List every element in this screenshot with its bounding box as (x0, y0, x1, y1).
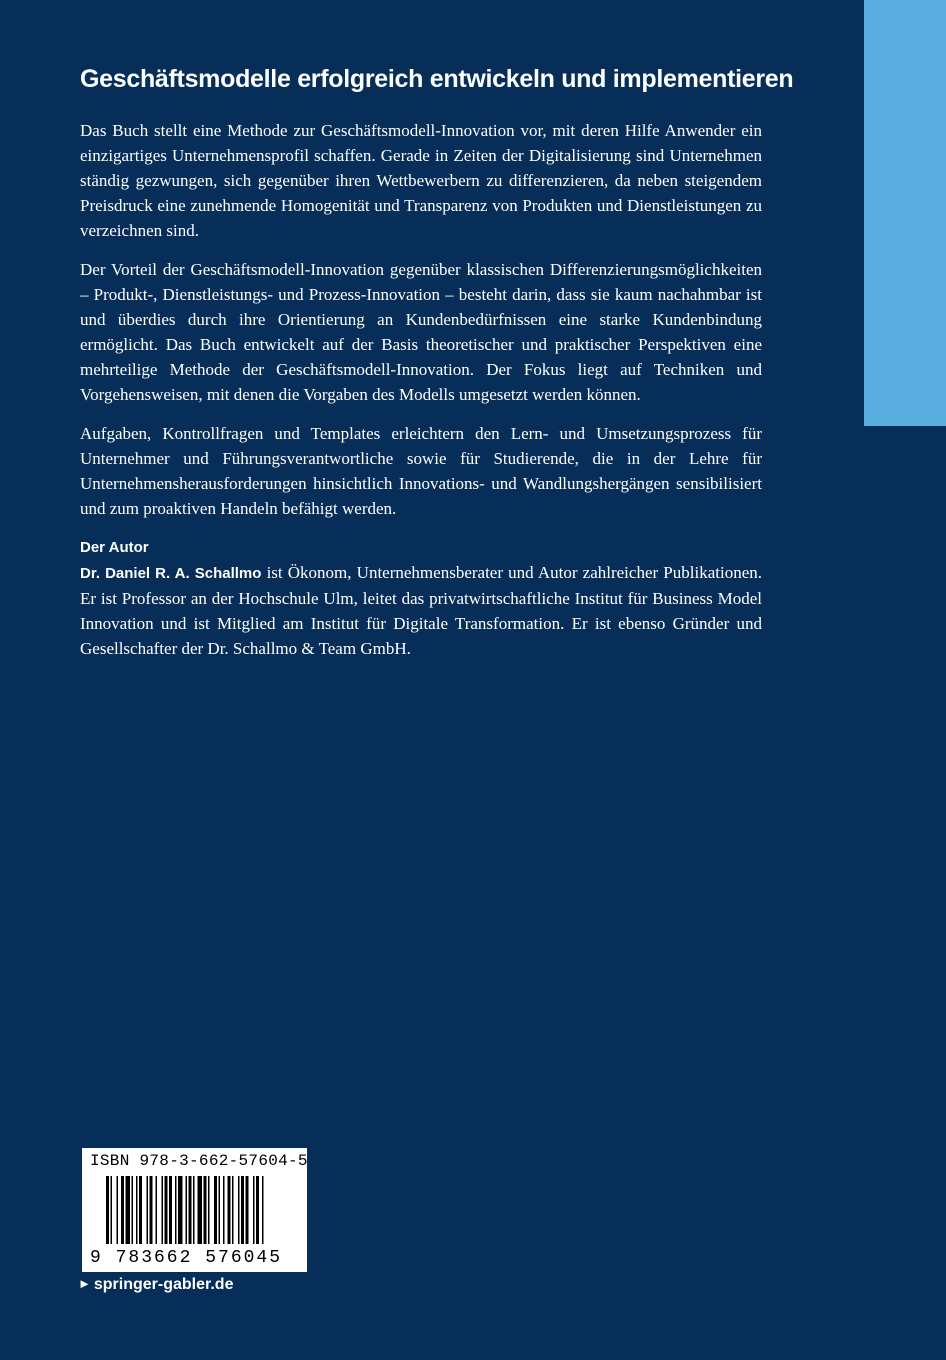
barcode-icon (82, 1174, 307, 1246)
author-bio (80, 560, 762, 661)
paragraph-advantage: Der Vorteil der Geschäftsmodell-Innovation gegenüber klassischen Differenzierungsmöglichkeiten – Produkt-, Dienstleistungs- und Prozess-Innovation – besteht darin, dass sie kaum nachahmbar ist und überdies durch ihre Orientierung an Kundenbedürfnissen eine starke Kundenbindung ermöglicht. Das Buch entwickelt auf der Basis theoretischer und praktischer Perspektiven eine mehrteilige Methode der Geschäftsmodell-Innovation. Der Fokus liegt auf Techniken und Vorgehensweisen, mit denen die Vorgaben des Modells umgesetzt werden können. (80, 260, 762, 404)
barcode-digits: 9 783662 576045 (90, 1248, 283, 1268)
isbn-label: ISBN 978-3-662-57604-5 (90, 1152, 308, 1170)
author-bio-text: ist Ökonom, Unternehmensberater und Autor zahlreicher Publikationen. Er ist Professor an der Hochschule Ulm, leitet das privatwirtschaftliche Institut für Business Model Innovation und ist Mitglied am Institut für Digitale Transformation. Er ist ebenso Gründer und Gesellschafter der Dr. Schallmo & Team GmbH. (80, 563, 762, 658)
website-text: springer-gabler.de (93, 1276, 234, 1293)
author-heading: Der Autor (80, 539, 149, 556)
back-cover-text (80, 58, 794, 661)
paragraph-intro: Das Buch stellt eine Methode zur Geschäftsmodell-Innovation vor, mit deren Hilfe Anwender ein einzigartiges Unternehmensprofil schaffen. Gerade in Zeiten der Digitalisierung sind Unternehmen ständig gezwungen, sich gegenüber ihren Wettbewerbern zu differenzieren, da neben steigendem Preisdruck eine zunehmende Homogenität und Transparenz von Produkten und Dienstleistungen zu verzeichnen sind. (80, 121, 762, 240)
website-link[interactable] (78, 1276, 233, 1294)
author-name: Dr. Daniel R. A. Schallmo (80, 565, 262, 582)
accent-bar (864, 0, 946, 426)
cover-title: Geschäftsmodelle erfolgreich entwickeln und implementieren (80, 65, 794, 93)
barcode-box (82, 1148, 307, 1272)
triangle-right-icon: ► (78, 1276, 91, 1291)
paragraph-tasks: Aufgaben, Kontrollfragen und Templates erleichtern den Lern- und Umsetzungsprozess für Unternehmer und Führungsverantwortliche sowie für Studierende, die in der Lehre für Unternehmensherausforderungen hinsichtlich Innovations- und Wandlungshergängen sensibilisiert und zum proaktiven Handeln befähigt werden. (80, 424, 762, 518)
